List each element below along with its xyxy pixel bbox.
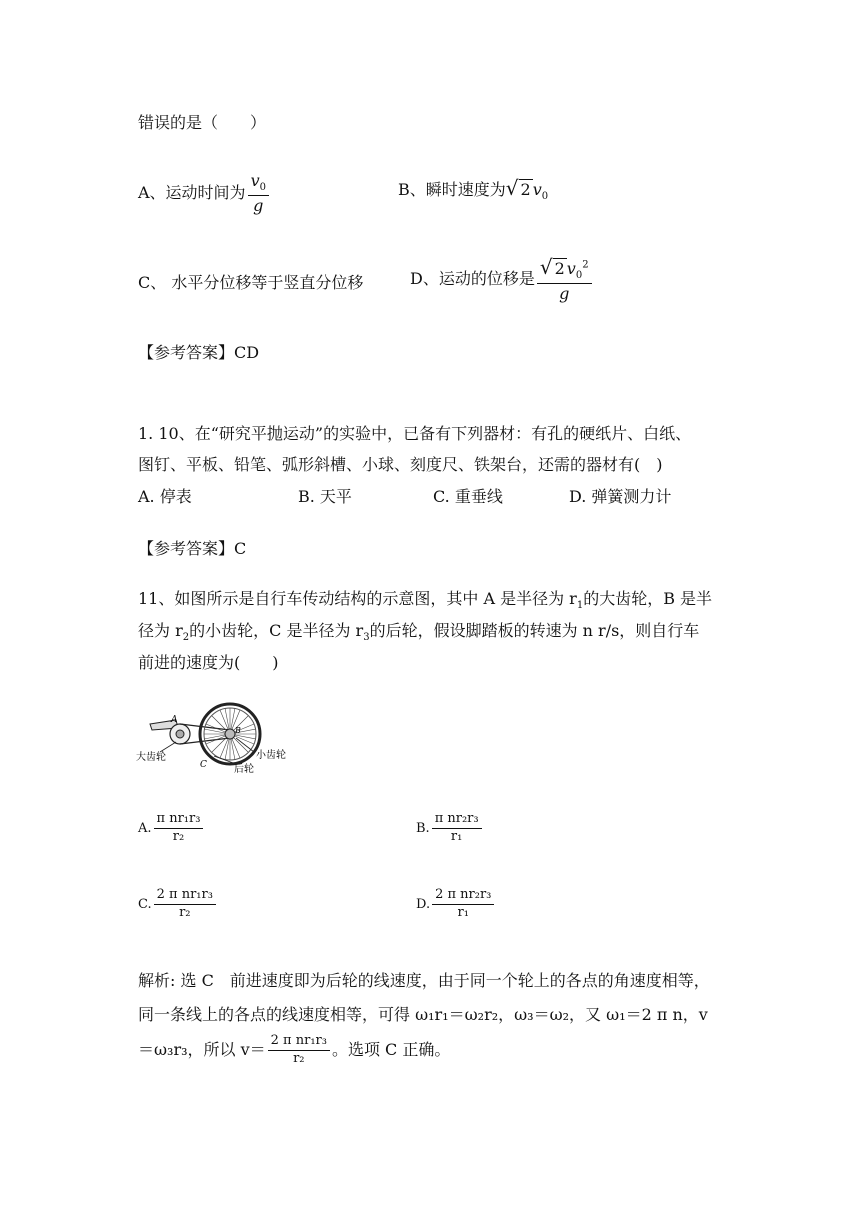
analysis-line1: 解析: 选 C 前进速度即为后轮的线速度，由于同一个轮上的各点的角速度相等， <box>138 971 710 990</box>
q11-option-d-fraction: $\frac{\text{2 π nr₂r₃}}{\text{r₁}}$ <box>432 888 494 921</box>
q9-option-b: B、瞬时速度为√ 2 $v_0$ <box>398 176 549 203</box>
label-big-gear: 大齿轮 <box>136 752 166 763</box>
q9-option-b-sqrt: √ 2 <box>505 176 531 200</box>
q10-option-c: C. 重垂线 <box>433 487 503 506</box>
q9-option-a-label: A、运动时间为 <box>138 183 246 203</box>
q11-line2: 径为 $r_2$的小齿轮，C 是半径为 $r_3$的后轮，假设脚踏板的转速为 n r/s，则自行车 <box>138 621 700 644</box>
q10-line2: 图钉、平板、铅笔、弧形斜槽、小球、刻度尺、铁架台，还需的器材有( ) <box>138 455 663 474</box>
q10-answer: 【参考答案】C <box>138 539 247 558</box>
label-b: B <box>235 726 241 735</box>
q9-stem-tail: 错误的是（ ） <box>138 113 267 132</box>
q9-option-d <box>410 256 594 303</box>
q11-option-a: A. $\frac{\text{π nr₁r₃}}{\text{r₂}}$ <box>138 812 205 845</box>
q9-option-a <box>138 172 271 215</box>
q11-option-c: C. $\frac{\text{2 π nr₁r₃}}{\text{r₂}}$ <box>138 888 218 921</box>
q9-option-c: C、 水平分位移等于竖直分位移 <box>138 273 364 292</box>
q10-option-b: B. 天平 <box>298 487 352 506</box>
q11-line3: 前进的速度为( ) <box>138 653 279 672</box>
q11-line1: 11、如图所示是自行车传动结构的示意图，其中 A 是半径为 $r_1$的大齿轮，B 是半 <box>138 589 713 612</box>
q11-option-b-fraction: $\frac{\text{π nr₂r₃}}{\text{r₁}}$ <box>432 812 482 845</box>
bicycle-transmission-diagram <box>136 700 296 780</box>
q9-option-d-label: D、运动的位移是 <box>410 269 535 289</box>
q10-line1: 1. 10、在“研究平抛运动”的实验中，已备有下列器材：有孔的硬纸片、白纸、 <box>138 424 692 443</box>
q9-option-b-label: B、瞬时速度为 <box>398 180 506 199</box>
q11-option-c-fraction: $\frac{\text{2 π nr₁r₃}}{\text{r₂}}$ <box>154 888 216 921</box>
label-small-gear: 小齿轮 <box>256 750 286 761</box>
q10-option-d: D. 弹簧测力计 <box>569 487 672 506</box>
q10-option-a: A. 停表 <box>138 487 192 506</box>
q11-option-b: B. $\frac{\text{π nr₂r₃}}{\text{r₁}}$ <box>416 812 484 845</box>
q11-option-d: D. $\frac{\text{2 π nr₂r₃}}{\text{r₁}}$ <box>416 888 496 921</box>
analysis-line2: 同一条线上的各点的线速度相等，可得 ω₁r₁＝ω₂r₂，ω₃＝ω₂，又 ω₁＝2 π n，v <box>138 1005 708 1024</box>
small-gear <box>225 729 235 739</box>
q9-option-a-fraction: $\frac{v_0}{g}$ <box>248 172 269 215</box>
analysis-fraction: $\frac{\text{2 π nr₁r₃}}{\text{r₂}}$ <box>268 1034 330 1067</box>
q9-answer: 【参考答案】CD <box>138 343 260 362</box>
label-rear-wheel: 后轮 <box>234 764 254 775</box>
label-a: A <box>171 715 178 725</box>
q11-option-a-fraction: $\frac{\text{π nr₁r₃}}{\text{r₂}}$ <box>154 812 204 845</box>
label-c: C <box>200 760 207 770</box>
q9-option-d-fraction: $\frac{√ 2 v_0^2}{g}$ <box>537 256 592 303</box>
analysis-line3: ＝ω₃r₃，所以 v＝ $\frac{\text{2 π nr₁r₃}}{\text{r₂}}$ 。选项 C 正确。 <box>138 1033 451 1066</box>
